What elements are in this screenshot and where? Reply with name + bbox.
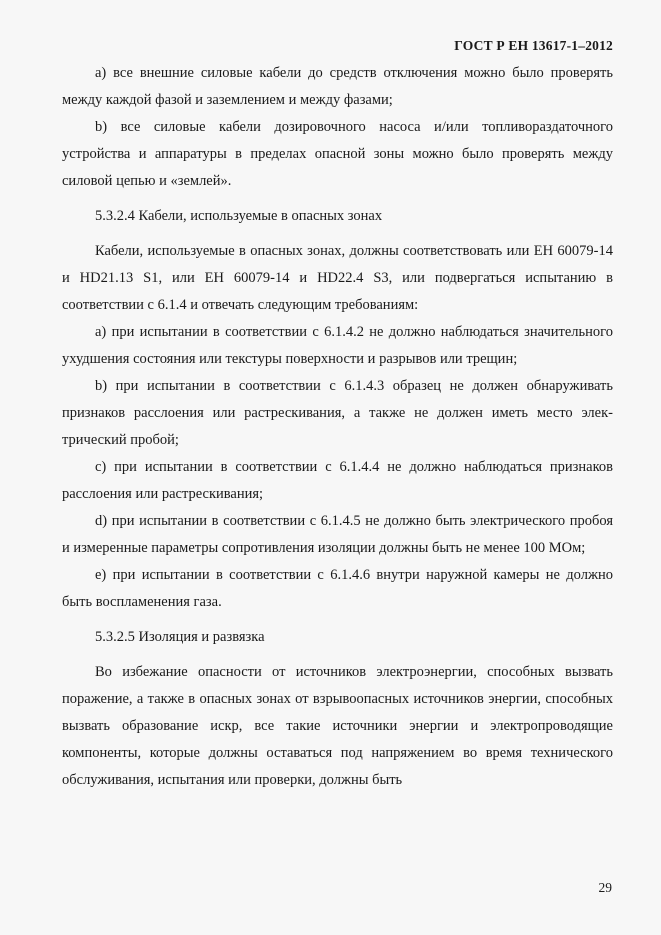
list-item-c-test-6144: c) при испытании в соответствии с 6.1.4.4 не должно наблюдаться признаков расслоения или растрескивания;	[62, 459, 613, 502]
list-item-a-disconnect: a) все внешние силовые кабели до средств отключения можно было проверять между каждой фазой и заземлением и между фазами;	[62, 65, 613, 108]
list-item-d-test-6145: d) при испытании в соответствии с 6.1.4.5 не должно быть электрического пробоя и измеренные параметры сопротивления изоляции должны быть не менее 100 МОм;	[62, 513, 613, 556]
list-item-a-test-6142: a) при испытании в соответствии с 6.1.4.2 не должно наблюдаться значительного ухудшения состояния или текстуры поверхности и разрывов или трещин;	[62, 324, 613, 367]
list-item-b-test-6143: b) при испытании в соответствии с 6.1.4.3 образец не должен обнаруживать признаков расслоения или растрескивания, а также не должен иметь место электрический пробой;	[62, 378, 613, 448]
paragraph-cables-requirements: Кабели, используемые в опасных зонах, должны соответствовать или EH 60079-14 и HD21.13 S1, или EH 60079-14 и HD22.4 S3, или подвергаться испытанию в соответствии с 6.1.4 и отвечать следующим требованиям:	[62, 243, 613, 313]
list-item-b-pump-cables: b) все силовые кабели дозировочного насоса и/или топливораздаточного устройства и аппаратуры в пределах опасной зоны можно было проверять между силовой цепью и «землей».	[62, 119, 613, 189]
list-item-e-test-6146: e) при испытании в соответствии с 6.1.4.6 внутри наружной камеры не должно быть воспламенения газа.	[62, 567, 613, 610]
section-heading-5-3-2-5: 5.3.2.5 Изоляция и развязка	[95, 629, 265, 645]
document-body	[62, 60, 613, 794]
document-header: ГОСТ Р ЕН 13617-1–2012	[454, 38, 613, 53]
section-heading-5-3-2-4: 5.3.2.4 Кабели, используемые в опасных зонах	[95, 208, 383, 224]
page-number: 29	[598, 880, 612, 895]
paragraph-isolation: Во избежание опасности от источников электроэнергии, способных вызвать поражение, а также в опасных зонах от взрывоопасных источников энергии, способных вызвать образование искр, все такие источники энергии и электропроводящие компоненты, которые должны оставаться под напряжением во время технического обслуживания, испытания или проверки, должны быть	[62, 664, 613, 788]
